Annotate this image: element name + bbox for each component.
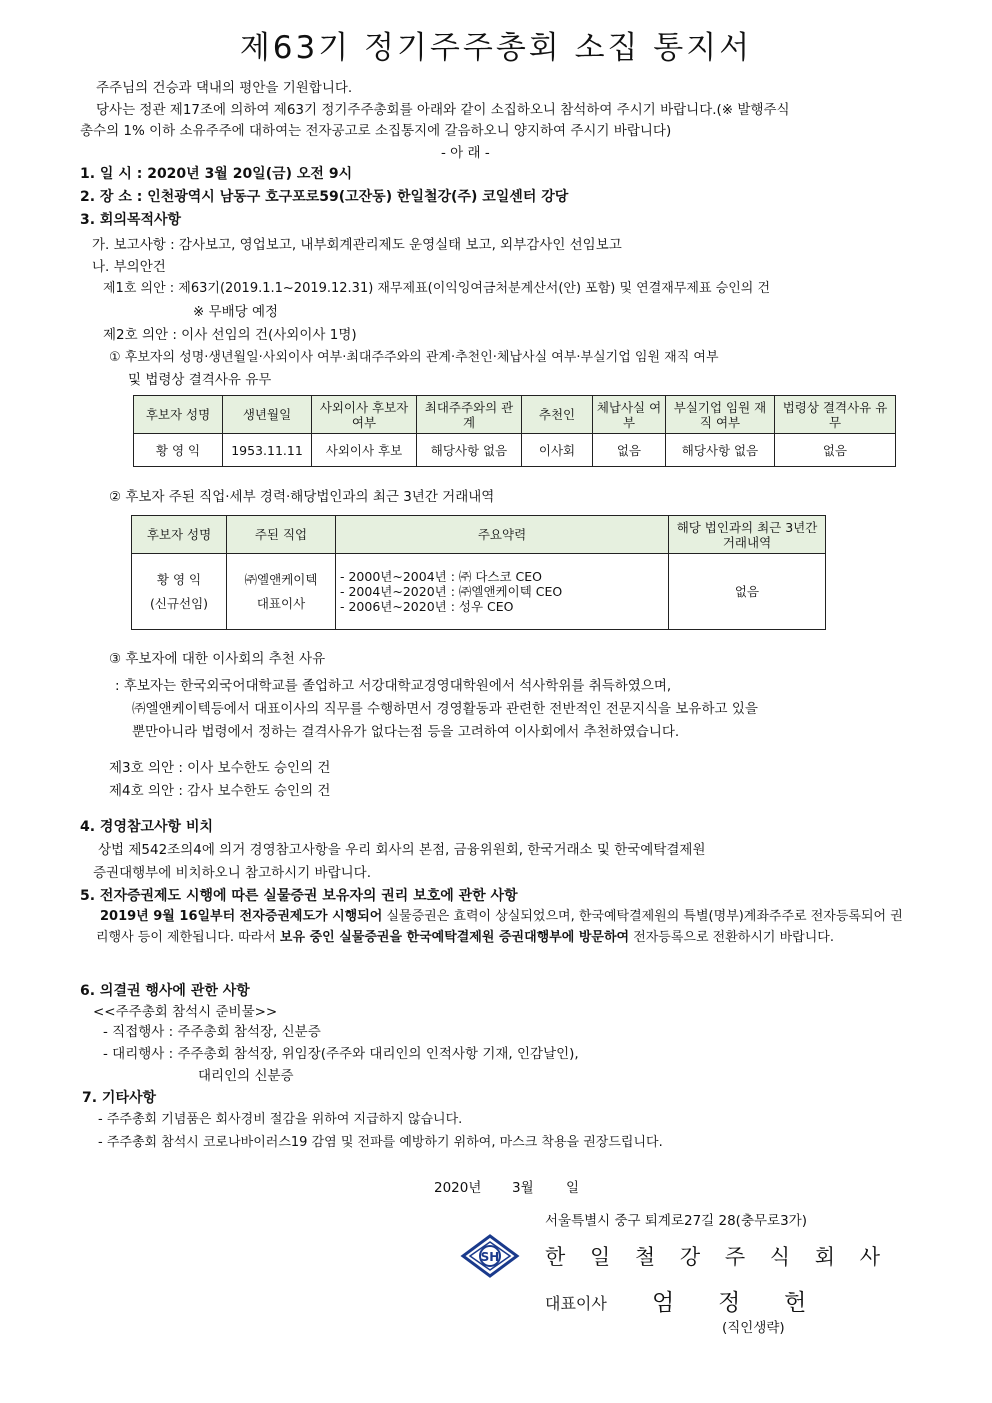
sub-1-line-1: ① 후보자의 성명·생년월일·사외이사 여부·최대주주와의 관계·추천인·체납사실 여부·부실기업 임원 재직 여부 bbox=[109, 350, 719, 365]
cell-relation: 해당사항 없음 bbox=[417, 434, 522, 467]
intro-line-2: 총수의 1% 이하 소유주주에 대하여는 전자공고로 소집통지에 갈음하오니 양지하여 주시기 바랍니다) bbox=[80, 123, 672, 139]
th-insolvent-officer: 부실기업 임원 재직 여부 bbox=[666, 396, 775, 434]
career-item: - 2000년~2004년 : ㈜ 다스코 CEO bbox=[340, 569, 543, 584]
cell-outside-director: 사외이사 후보 bbox=[312, 434, 417, 467]
representative-label: 대표이사 bbox=[545, 1294, 607, 1313]
cell-birth: 1953.11.11 bbox=[223, 434, 312, 467]
th-name: 후보자 성명 bbox=[134, 396, 223, 434]
item-6-proxy: - 대리행사 : 주주총회 참석장, 위임장(주주와 대리인의 인적사항 기재, 인감날인), bbox=[103, 1046, 579, 1062]
item-5-paragraph bbox=[96, 906, 914, 948]
career-table bbox=[131, 515, 826, 630]
item-6-direct: - 직접행사 : 주주총회 참석장, 신분증 bbox=[103, 1024, 321, 1040]
agenda-3: 제3호 의안 : 이사 보수한도 승인의 건 bbox=[109, 760, 331, 776]
item-7-line-2: - 주주총회 참석시 코로나바이러스19 감염 및 전파를 예방하기 위하여, 마스크 착용을 권장드립니다. bbox=[98, 1135, 663, 1150]
logo-text: SH bbox=[480, 1250, 500, 1264]
th-outside-director: 사외이사 후보자 여부 bbox=[312, 396, 417, 434]
career-item: - 2004년~2020년 : ㈜엘앤케이텍 CEO bbox=[340, 584, 563, 599]
cell-recommender: 이사회 bbox=[522, 434, 593, 467]
th2-transactions: 해당 법인과의 최근 3년간 거래내역 bbox=[669, 516, 826, 554]
company-address: 서울특별시 중구 퇴계로27길 28(충무로3가) bbox=[545, 1213, 807, 1229]
reason-line-3: 뿐만아니라 법령에서 정하는 결격사유가 없다는점 등을 고려하여 이사회에서 추천하였습니다. bbox=[132, 724, 680, 740]
item-1-datetime: 1. 일 시 : 2020년 3월 20일(금) 오전 9시 bbox=[80, 166, 353, 182]
item-7-heading: 7. 기타사항 bbox=[82, 1090, 157, 1106]
sub-2: ② 후보자 주된 직업·세부 경력·해당법인과의 최근 3년간 거래내역 bbox=[109, 489, 495, 505]
report-items: 가. 보고사항 : 감사보고, 영업보고, 내부회계관리제도 운영실태 보고, 외부감사인 선임보고 bbox=[92, 237, 622, 253]
greeting: 주주님의 건승과 댁내의 평안을 기원합니다. bbox=[96, 80, 353, 96]
agenda-heading: 나. 부의안건 bbox=[92, 259, 166, 275]
seal-note: (직인생략) bbox=[722, 1320, 785, 1336]
th-relation: 최대주주와의 관계 bbox=[417, 396, 522, 434]
cell2-transactions: 없음 bbox=[669, 554, 826, 630]
candidate-new-note: (신규선임) bbox=[149, 595, 209, 611]
agenda-2: 제2호 의안 : 이사 선임의 건(사외이사 1명) bbox=[103, 327, 357, 343]
job-company: ㈜엘앤케이텍 bbox=[244, 571, 318, 587]
notice-title: 제63기 정기주주총회 소집 통지서 bbox=[239, 30, 753, 66]
item-4-line-1: 상법 제542조의4에 의거 경영참고사항을 우리 회사의 본점, 금융위원회, 한국거래소 및 한국예탁결제원 bbox=[98, 842, 706, 858]
date-day: 일 bbox=[566, 1180, 580, 1196]
cell2-job bbox=[227, 554, 336, 630]
th-disqualification: 법령상 결격사유 유무 bbox=[775, 396, 896, 434]
th-recommender: 추천인 bbox=[522, 396, 593, 434]
table-row bbox=[132, 554, 826, 630]
item-7-line-1: - 주주총회 기념품은 회사경비 절감을 위하여 지급하지 않습니다. bbox=[98, 1112, 463, 1127]
sub-3: ③ 후보자에 대한 이사회의 추천 사유 bbox=[109, 651, 326, 667]
item-5-bold-2: 보유 중인 실물증권을 한국예탁결제원 증권대행부에 방문하여 bbox=[279, 930, 630, 945]
company-name: 한 일 철 강 주 식 회 사 bbox=[545, 1245, 890, 1269]
reason-line-1: : 후보자는 한국외국어대학교를 졸업하고 서강대학교경영대학원에서 석사학위를 취득하였으며, bbox=[115, 678, 672, 694]
item-5-text-2: 전자등록으로 전환하시기 바랍니다. bbox=[629, 930, 834, 945]
th2-career: 주요약력 bbox=[336, 516, 669, 554]
table-row bbox=[134, 434, 896, 467]
agenda-4: 제4호 의안 : 감사 보수한도 승인의 건 bbox=[109, 783, 331, 799]
representative-name: 엄 정 헌 bbox=[652, 1290, 807, 1316]
cell-tax-arrears: 없음 bbox=[593, 434, 666, 467]
reason-line-2: ㈜엘앤케이텍등에서 대표이사의 직무를 수행하면서 경영활동과 관련한 전반적인 전문지식을 보유하고 있을 bbox=[132, 701, 758, 717]
candidate-name: 황 영 익 bbox=[156, 571, 202, 587]
cell2-name bbox=[132, 554, 227, 630]
below-mark: - 아 래 - bbox=[441, 145, 490, 161]
item-5-bold-1: 2019년 9월 16일부터 전자증권제도가 시행되어 bbox=[100, 909, 383, 924]
cell-insolvent-officer: 해당사항 없음 bbox=[666, 434, 775, 467]
career-item: - 2006년~2020년 : 성우 CEO bbox=[340, 599, 514, 614]
item-2-location: 2. 장 소 : 인천광역시 남동구 호구포로59(고잔동) 한일철강(주) 코일센터 강당 bbox=[80, 189, 569, 205]
candidate-table bbox=[133, 395, 896, 467]
item-4-line-2: 증권대행부에 비치하오니 참고하시기 바랍니다. bbox=[93, 865, 371, 881]
th2-name: 후보자 성명 bbox=[132, 516, 227, 554]
cell2-career bbox=[336, 554, 669, 630]
sub-1-line-2: 및 법령상 결격사유 유무 bbox=[128, 372, 272, 388]
agenda-1: 제1호 의안 : 제63기(2019.1.1~2019.12.31) 재무제표(이익잉여금처분계산서(안) 포함) 및 연결재무제표 승인의 건 bbox=[103, 281, 771, 296]
item-4-heading: 4. 경영참고사항 비치 bbox=[80, 819, 213, 835]
cell-name: 황 영 익 bbox=[134, 434, 223, 467]
th-birth: 생년월일 bbox=[223, 396, 312, 434]
date-month: 3월 bbox=[512, 1180, 534, 1196]
intro-line-1: 당사는 정관 제17조에 의하여 제63기 정기주주총회를 아래와 같이 소집하오니 참석하여 주시기 바랍니다.(※ 발행주식 bbox=[96, 102, 790, 118]
cell-disqualification: 없음 bbox=[775, 434, 896, 467]
item-6-prep: <<주주총회 참석시 준비물>> bbox=[93, 1004, 278, 1020]
item-5-heading: 5. 전자증권제도 시행에 따른 실물증권 보유자의 권리 보호에 관한 사항 bbox=[80, 888, 518, 904]
agenda-1-note: ※ 무배당 예정 bbox=[193, 304, 279, 320]
job-title: 대표이사 bbox=[256, 595, 306, 611]
th2-job: 주된 직업 bbox=[227, 516, 336, 554]
company-logo-icon bbox=[460, 1233, 520, 1279]
item-3-heading: 3. 회의목적사항 bbox=[80, 212, 182, 228]
date-year: 2020년 bbox=[434, 1180, 482, 1196]
th-tax-arrears: 체납사실 여부 bbox=[593, 396, 666, 434]
item-5-text-1: 실물증권은 효력이 상실되었으며, 한국예탁결제원의 특별(명부)계좌주주로 전자등록되어 권리행사 등이 제한됩니다. 따라서 bbox=[96, 909, 903, 945]
item-6-proxy-2: 대리인의 신분증 bbox=[198, 1068, 294, 1084]
item-6-heading: 6. 의결권 행사에 관한 사항 bbox=[80, 983, 250, 999]
